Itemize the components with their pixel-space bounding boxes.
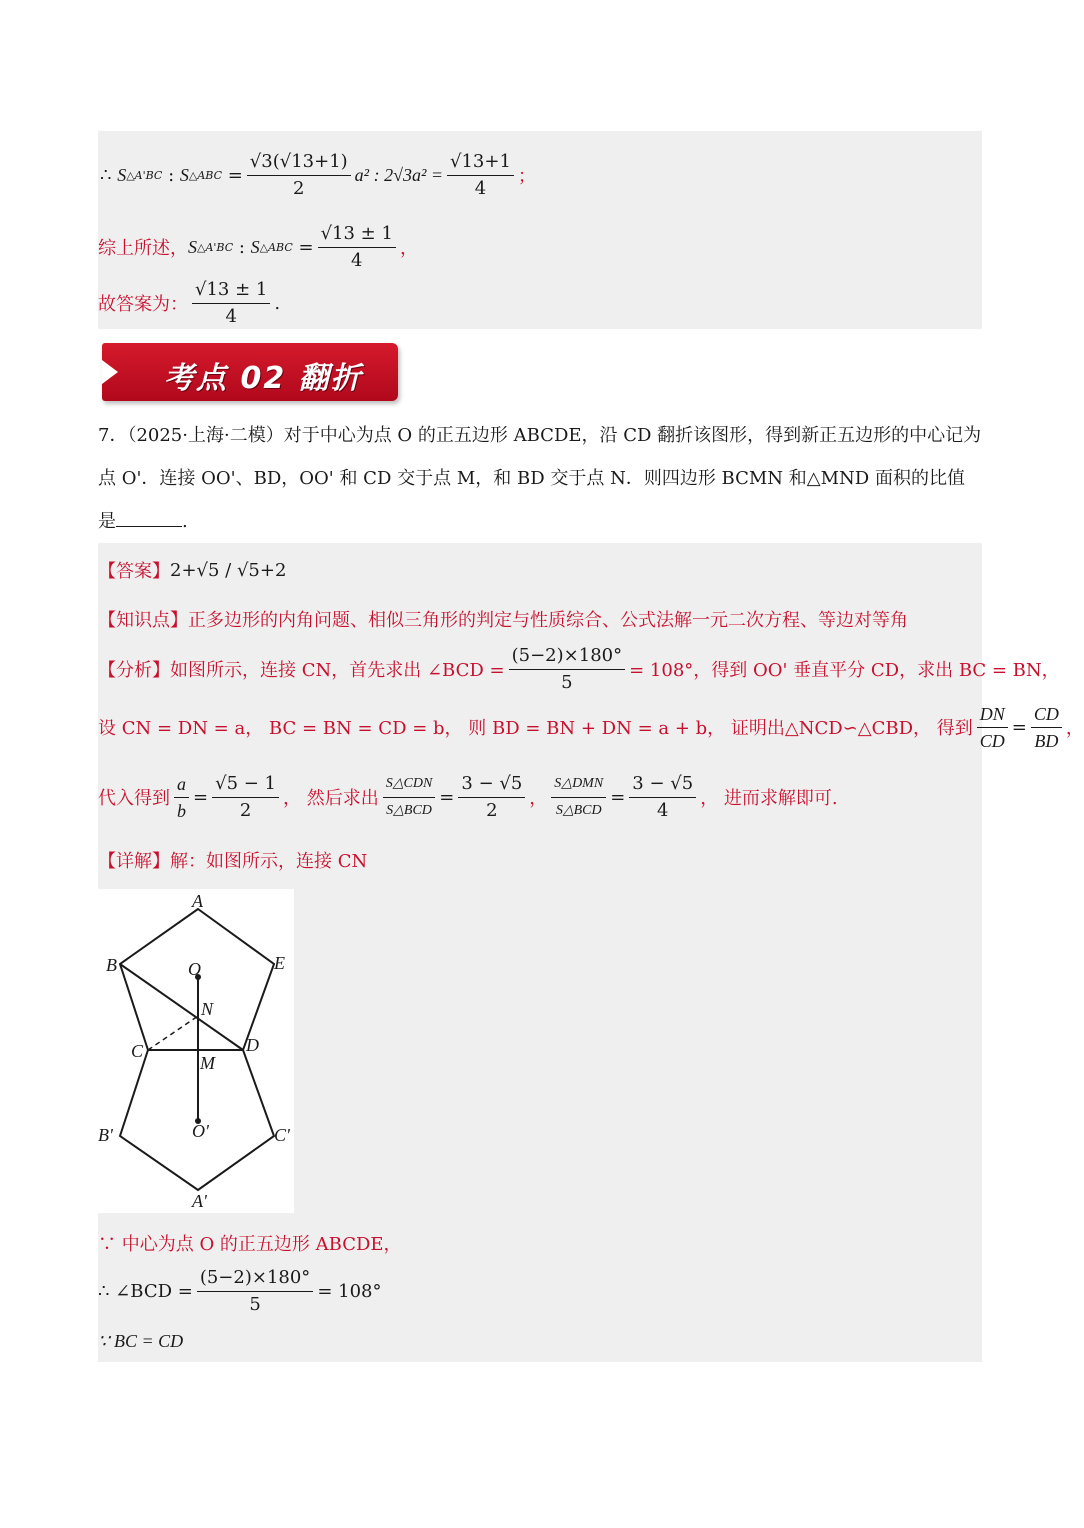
fraction (192, 278, 270, 329)
label-b: B (106, 955, 117, 975)
label-c: C (131, 1041, 144, 1061)
fraction (197, 1266, 313, 1317)
fraction (174, 772, 189, 823)
label-a: A (192, 891, 203, 911)
denominator: 5 (561, 671, 573, 693)
step-text: = 108° (317, 1280, 382, 1302)
analysis-line-3 (98, 767, 838, 827)
fraction (212, 772, 279, 823)
area-symbol: S (117, 164, 127, 185)
area-symbol: S (179, 164, 189, 185)
question-line-1: 7．（2025·上海·二模）对于中心为点 O 的正五边形 ABCDE，沿 CD 翻折该图形，得到新正五边形的中心记为 (98, 425, 982, 446)
equals: = (439, 786, 455, 808)
analysis-text: 设 CN = DN = a， BC = BN = CD = b， 则 BD = BN + DN = a + b， 证明出△NCD∽△CBD， 得到 (98, 718, 973, 739)
label-o: O (188, 959, 201, 979)
answer-value: 2+√5 / √5+2 (170, 559, 287, 581)
knowledge-tag: 【知识点】 (98, 610, 188, 631)
numerator: √3(√13+1) (247, 150, 351, 176)
fraction (458, 772, 525, 823)
equals: = (1011, 716, 1027, 738)
segment-cn (148, 1016, 198, 1050)
denominator: 4 (351, 249, 363, 271)
answer-row (98, 555, 286, 585)
step-2 (98, 1263, 381, 1319)
equals: = (610, 786, 626, 808)
step-text: ∵ BC = CD (98, 1330, 184, 1351)
analysis-text: ， 然后求出 (283, 788, 379, 809)
fraction (1031, 702, 1062, 753)
area-subscript: △A'BC (197, 240, 234, 254)
numerator: a (174, 772, 189, 798)
summary-lead: 综上所述， (98, 238, 188, 259)
question-line-3-lead: 是 (98, 511, 116, 532)
detail-text: 解：如图所示，连接 CN (170, 851, 368, 872)
denominator: 2 (486, 799, 498, 821)
fraction (551, 772, 606, 823)
step-text: ∵ 中心为点 O 的正五边形 ABCDE， (98, 1234, 402, 1255)
analysis-text: ， 进而求解即可. (700, 788, 838, 809)
analysis-line-2 (98, 699, 1084, 755)
numerator: 3 − √5 (458, 772, 525, 798)
detail-tag: 【详解】 (98, 851, 170, 872)
area-symbol: S (188, 236, 197, 257)
question-line-2: 点 O'．连接 OO'、BD，OO' 和 CD 交于点 M，和 BD 交于点 N．则四边形 BCMN 和△MND 面积的比值 (98, 468, 965, 489)
label-n: N (201, 999, 214, 1019)
fraction (509, 644, 625, 695)
answer-tag: 【答案】 (98, 561, 170, 582)
area-subscript: △A'BC (126, 168, 163, 182)
expression: a² : 2√3a² = (354, 164, 443, 185)
area-subscript: △ABC (259, 240, 293, 254)
step-text: ∴ ∠BCD = (98, 1280, 193, 1302)
fraction (977, 702, 1008, 753)
answer-lead: 故答案为： (98, 294, 188, 315)
punctuation: ； (517, 166, 536, 187)
ratio-line-1: ∴ S △A'BC : S △ABC = $\frac{√3(√13+1)}{2}$ a² : 2√3a² = $\frac{√13+1}{4}$ ； (100, 150, 536, 199)
label-d: D (246, 1035, 259, 1055)
pentagon-diagram (98, 889, 294, 1213)
fraction (247, 150, 351, 201)
answer-line (98, 275, 280, 331)
step-1 (98, 1228, 402, 1258)
banner-title: 考点 02 翻折 (164, 361, 363, 396)
denominator: 2 (293, 177, 305, 199)
label-a-prime: A' (192, 1191, 207, 1211)
analysis-text: 代入得到 (98, 788, 170, 809)
analysis-line-1 (98, 641, 1060, 697)
answer-blank (116, 508, 182, 527)
fraction (447, 150, 514, 201)
denominator: b (177, 800, 186, 821)
numerator: (5−2)×180° (509, 644, 625, 670)
label-e: E (274, 953, 285, 973)
denominator: 4 (474, 177, 487, 199)
banner-arrow-icon (102, 360, 118, 384)
numerator: DN (977, 702, 1008, 728)
denominator: 5 (249, 1293, 261, 1315)
equals: = (193, 786, 209, 808)
knowledge-row (98, 604, 908, 634)
denominator: S△BCD (555, 802, 602, 818)
area-subscript: △ABC (188, 168, 222, 182)
denominator: CD (979, 730, 1005, 751)
label-m: M (200, 1053, 215, 1073)
step-3 (98, 1326, 183, 1356)
question-text (98, 414, 982, 543)
numerator: 3 − √5 (629, 772, 696, 798)
solution-box (98, 543, 1084, 1362)
numerator: S△DMN (551, 772, 606, 798)
numerator: √5 − 1 (212, 772, 279, 798)
analysis-text: = 108°，得到 OO' 垂直平分 CD，求出 BC = BN， (629, 660, 1060, 681)
fraction (318, 222, 396, 273)
denominator: 2 (239, 799, 252, 821)
area-symbol: S (250, 236, 260, 257)
punctuation: . (182, 511, 188, 532)
therefore-symbol: ∴ (100, 164, 112, 186)
segment-bd (120, 964, 243, 1050)
numerator: √13 ± 1 (192, 278, 270, 304)
punctuation: ， (399, 238, 418, 259)
numerator: CD (1031, 702, 1062, 728)
analysis-tag: 【分析】 (98, 660, 170, 681)
fraction (629, 772, 696, 823)
section-banner (102, 343, 398, 401)
denominator: 4 (657, 799, 669, 821)
numerator: √13+1 (447, 150, 514, 176)
denominator: BD (1034, 730, 1059, 751)
previous-solution-box (98, 131, 982, 329)
detail-row (98, 845, 367, 875)
numerator: √13 ± 1 (318, 222, 396, 248)
denominator: 4 (225, 305, 237, 327)
numerator: (5−2)×180° (197, 1266, 313, 1292)
punctuation: . (274, 292, 281, 314)
question-line-3 (98, 500, 982, 543)
denominator: S△BCD (386, 802, 432, 818)
punctuation: ， (529, 788, 548, 809)
knowledge-text: 正多边形的内角问题、相似三角形的判定与性质综合、公式法解一元二次方程、等边对等角 (188, 610, 908, 631)
ratio-line-2: 综上所述， S △A'BC : S △ABC = $\frac{√13 \pm 1}{4}$ ， (98, 222, 418, 271)
label-o-prime: O' (192, 1121, 209, 1141)
colon: : (168, 164, 175, 186)
label-c-prime: C' (274, 1125, 290, 1145)
analysis-text: 如图所示，连接 CN，首先求出 ∠BCD = (170, 660, 505, 681)
pentagon-figure (98, 889, 294, 1213)
label-b-prime: B' (98, 1125, 113, 1145)
punctuation: ， (1065, 718, 1084, 739)
fraction (383, 772, 436, 823)
numerator: S△CDN (383, 772, 436, 798)
